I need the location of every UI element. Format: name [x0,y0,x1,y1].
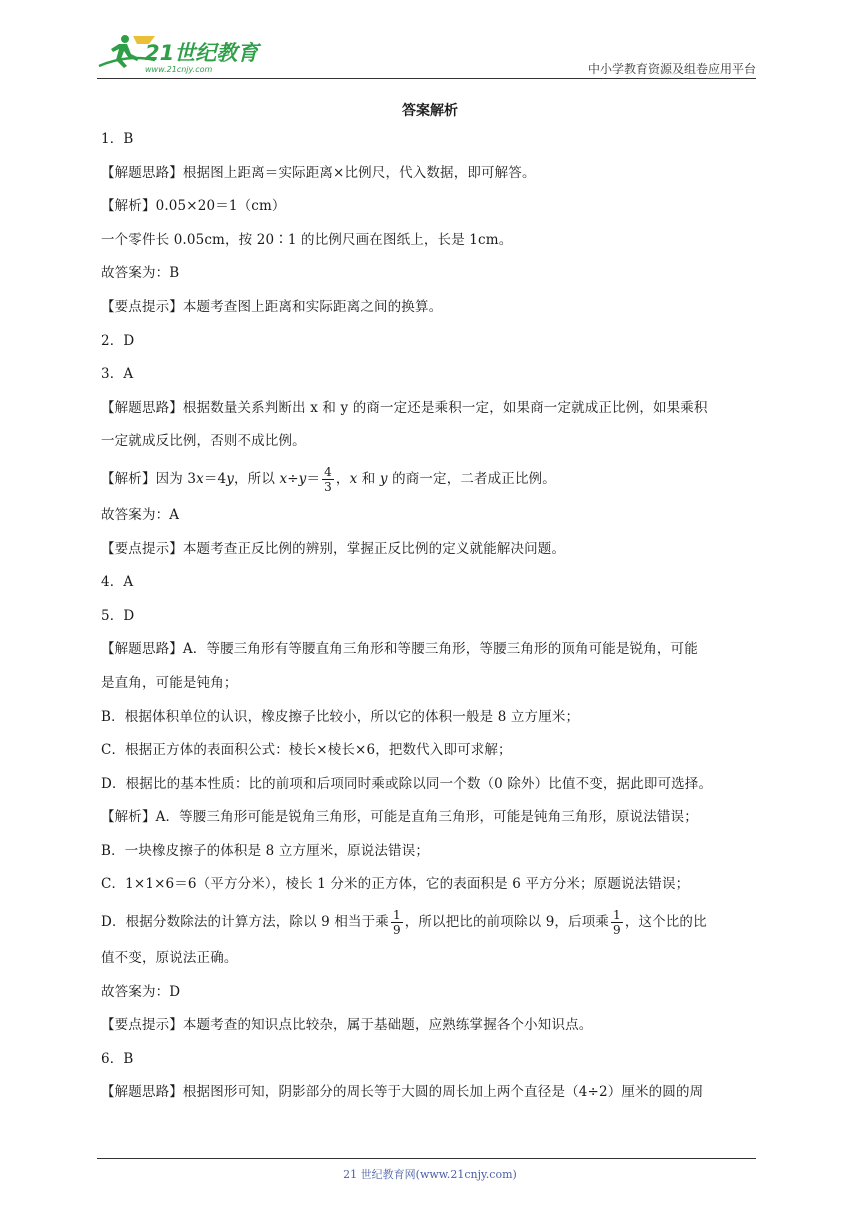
footer-link[interactable]: 21 世纪教育网(www.21cnjy.com) [343,1168,517,1181]
q1-final: 故答案为：B [101,265,180,282]
footer-divider [97,1158,756,1159]
answer-content [101,123,761,1110]
q1-solution: 【解析】0.05×20＝1（cm） [101,198,286,215]
q5-solution-b: B．一块橡皮擦子的体积是 8 立方厘米，原说法错误； [101,842,429,859]
q3-final: 故答案为：A [101,506,180,523]
q5-solution-a: 【解析】A．等腰三角形可能是锐角三角形，可能是直角三角形，可能是钝角三角形，原说法错误； [101,809,698,826]
q2-answer: 2．D [101,332,135,349]
q5-idea-c: C．根据正方体的表面积公式：棱长×棱长×6，把数代入即可求解； [101,742,512,759]
fraction-1-9: $\frac{1}{9}$ [392,908,401,938]
q6-idea: 【解题思路】根据图形可知，阴影部分的周长等于大圆的周长加上两个直径是（4÷2）厘米的圆的周 [101,1084,704,1101]
q1-tip: 【要点提示】本题考查图上距离和实际距离之间的换算。 [101,298,443,315]
q5-final: 故答案为：D [101,983,181,1000]
q5-tip: 【要点提示】本题考查的知识点比较杂，属于基础题，应熟练掌握各个小知识点。 [101,1017,593,1034]
q6-answer: 6．B [101,1050,134,1067]
q3-solution: 【解析】因为 3x＝4y，所以 x÷y＝ $\frac{4}{3}$ ，x 和 y 的商一定，二者成正比例。 [101,464,556,494]
q5-solution-d: D．根据分数除法的计算方法，除以 9 相当于乘 $\frac{1}{9}$ ，所以把比的前项除以 9，后项乘 $\frac{1}{9}$ ，这个比的比 [101,908,707,938]
site-logo [97,30,267,74]
q5-idea-b: B．根据体积单位的认识，橡皮擦子比较小，所以它的体积一般是 8 立方厘米； [101,708,580,725]
q4-answer: 4．A [101,574,134,591]
q1-answer: 1．B [101,131,134,147]
page-header [97,30,756,78]
q5-idea-1: 【解题思路】A．等腰三角形有等腰直角三角形和等腰三角形，等腰三角形的顶角可能是锐角，可能 [101,641,698,658]
fraction-4-3: $\frac{4}{3}$ [324,464,332,494]
q1-idea: 【解题思路】根据图上距离＝实际距离×比例尺，代入数据，即可解答。 [101,164,536,181]
q3-idea-2: 一定就成反比例，否则不成比例。 [101,433,306,450]
q5-idea-d: D．根据比的基本性质：比的前项和后项同时乘或除以同一个数（0 除外）比值不变，据此即可选择。 [101,775,713,792]
q5-idea-2: 是直角，可能是钝角； [101,674,238,691]
q3-answer: 3．A [101,366,134,383]
svg-text:www.21cnjy.com: www.21cnjy.com [145,65,213,74]
page-title: 答案解析 [402,103,458,119]
q3-tip: 【要点提示】本题考查正反比例的辨别，掌握正反比例的定义就能解决问题。 [101,540,566,557]
q5-solution-c: C．1×1×6＝6（平方分米），棱长 1 分米的正方体，它的表面积是 6 平方分米；原题说法错误； [101,876,690,893]
q3-idea-1: 【解题思路】根据数量关系判断出 x 和 y 的商一定还是乘积一定，如果商一定就成正比例，如果乘积 [101,399,708,416]
header-divider [97,78,756,79]
fraction-1-9: $\frac{1}{9}$ [613,908,621,938]
q1-solution-detail: 一个零件长 0.05cm，按 20∶1 的比例尺画在图纸上，长是 1cm。 [101,231,513,248]
svg-text:21世纪教育: 21世纪教育 [145,41,259,65]
q5-answer: 5．D [101,607,135,624]
q5-solution-d-2: 值不变，原说法正确。 [101,950,238,967]
platform-name: 中小学教育资源及组卷应用平台 [587,62,756,76]
